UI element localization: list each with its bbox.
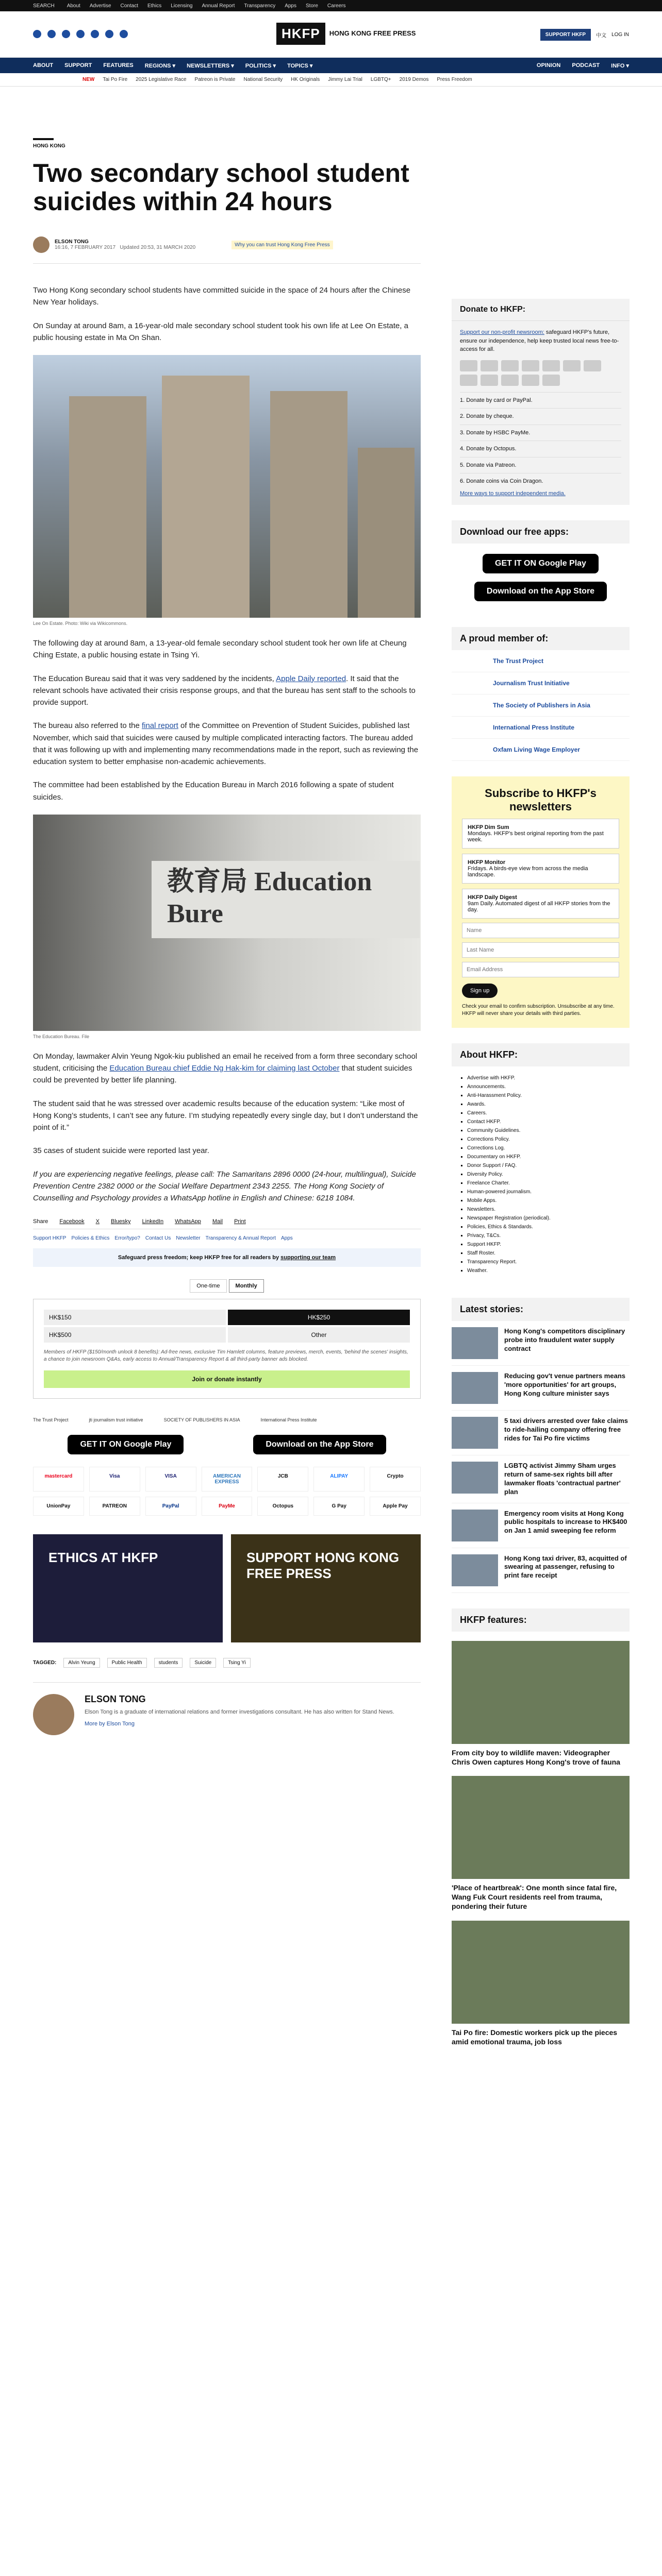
email-field[interactable]	[462, 962, 619, 977]
main-nav	[0, 58, 662, 73]
crypto-icon: Crypto	[370, 1467, 421, 1492]
newsletter-option[interactable]: HKFP Monitor Fridays. A birds-eye view from across the media landscape.	[462, 854, 619, 884]
latest-title: Latest stories:	[452, 1298, 630, 1321]
amount-option-selected[interactable]: HK$250	[228, 1310, 410, 1325]
hotline-note: If you are experiencing negative feelings, please call: The Samaritans 2896 0000 (24-hour, multilingual), Suicide Prevention Centre 2382 0000 or the Social Welfare Department 2343 2255. The Hong Kong Society of Counselling and Psychology provides a WhatsApp hotline in English and Chinese: 6218 1084.	[33, 1170, 416, 1202]
about-link[interactable]: ▪ Advertise with HKFP.	[467, 1074, 621, 1082]
trending-item[interactable]: Jimmy Lai Trial	[328, 77, 362, 82]
paragraph: On Sunday at around 8am, a 16-year-old male secondary school student took his own life at Lee On Estate, a public housing estate in Ma On Shan.	[33, 321, 408, 342]
trending-item[interactable]: LGBTQ+	[370, 77, 391, 82]
story-thumbnail	[452, 1554, 498, 1586]
topbar-link[interactable]: Transparency	[244, 3, 276, 9]
about-link[interactable]: ▪ Anti-Harassment Policy.	[467, 1091, 621, 1100]
about-link[interactable]: ▪ Donor Support / FAQ.	[467, 1161, 621, 1170]
about-link[interactable]: ▪ Mobile Apps.	[467, 1196, 621, 1205]
story-title[interactable]: Hong Kong taxi driver, 83, acquitted of swearing at passenger, refusing to print fare receipt	[504, 1554, 627, 1580]
header-actions	[540, 29, 629, 41]
story-title[interactable]: Emergency room visits at Hong Kong public hospitals to increase to HK$400 on Jan 1 amid sweeping fee reform	[504, 1509, 627, 1535]
footer-links	[33, 1235, 421, 1241]
share-whatsapp[interactable]: WhatsApp	[175, 1218, 201, 1225]
more-by-author-link[interactable]: More by Elson Tong	[85, 1720, 135, 1727]
feature-item[interactable]	[452, 1776, 630, 1911]
about-link[interactable]: ▪ Support HKFP.	[467, 1240, 621, 1249]
link[interactable]: Policies & Ethics	[71, 1235, 110, 1242]
octopus-icon: Octopus	[257, 1497, 308, 1516]
latest-stories	[452, 1321, 630, 1593]
author-bio: Elson Tong is a graduate of international relations and former investigations consultant. He has also written for Stand News.	[85, 1709, 394, 1716]
about-link[interactable]: ▪ Careers.	[467, 1109, 621, 1117]
latest-story[interactable]	[452, 1411, 630, 1455]
app-buttons	[33, 1435, 421, 1454]
tag[interactable]: students	[154, 1658, 183, 1668]
trending-bar	[0, 73, 662, 87]
share-linkedin[interactable]: LinkedIn	[142, 1218, 164, 1225]
feature-title[interactable]: From city boy to wildlife maven: Videographer Chris Owen captures Hong Kong's trove of fauna	[452, 1748, 620, 1766]
tag[interactable]: Alvin Yeung	[63, 1658, 100, 1668]
donate-option[interactable]: 1. Donate by card or PayPal.	[460, 392, 621, 409]
share-print[interactable]: Print	[234, 1218, 246, 1225]
about-link[interactable]: ▪ Awards.	[467, 1100, 621, 1109]
applepay-icon: Apple Pay	[370, 1497, 421, 1516]
unionpay-icon: UnionPay	[33, 1497, 84, 1516]
about-link[interactable]: ▪ Documentary on HKFP.	[467, 1153, 621, 1161]
name-field[interactable]	[462, 923, 619, 938]
support-button[interactable]: SUPPORT HKFP	[540, 29, 591, 41]
about-link[interactable]: ▪ Newsletters.	[467, 1205, 621, 1214]
story-thumbnail	[452, 1327, 498, 1359]
donate-widget: Donate to HKFP: Support our non-profit newsroom: safeguard HKFP's future, ensure our independence, help keep trusted local news free-to-access for all. 1. Donate by card or PayPal. 2. Donate by cheque. 3. Donate by HSBC PayMe. 4. Donate by Octopus. 5. Donate via Patreon. 6. Donate coins via Coin Dragon. More ways to support independent media.	[452, 299, 630, 505]
about-link[interactable]: ▪ Weather.	[467, 1266, 621, 1275]
login-link[interactable]: LOG IN	[611, 32, 629, 38]
updated-date: Updated 20:53, 31 MARCH 2020	[120, 245, 196, 250]
trust-project-logo: The Trust Project	[33, 1417, 69, 1423]
paypal-icon: PayPal	[145, 1497, 196, 1516]
about-link[interactable]: ▪ Community Guidelines.	[467, 1126, 621, 1135]
paragraph: The Education Bureau said that it was very saddened by the incidents, Apple Daily reported. It said that the relevant schools have activated their crisis response groups, and that the bureau has sent staff to the schools to provide support.	[33, 674, 416, 707]
members-text: Members of HKFP ($150/month unlock 8 benefits): Ad-free news, exclusive Tim Hamlett columns, feature previews, merch, events, 'behind the scenes' insights, a chance to join newsroom Q&As, early access to Annual/Transparency Report & all third-party banner ads blocked.	[44, 1349, 408, 1363]
share-bluesky[interactable]: Bluesky	[111, 1218, 131, 1225]
amount-option[interactable]: HK$500	[44, 1327, 226, 1343]
photo-caption: Lee On Estate. Photo: Wiki via Wikicommons.	[33, 621, 128, 626]
trending-item[interactable]: HK Originals	[291, 77, 320, 82]
paragraph: The committee had been established by the Education Bureau in March 2016 following a spate of student suicides.	[33, 781, 394, 802]
jcb-icon: JCB	[257, 1467, 308, 1492]
final-report-link[interactable]: final report	[141, 721, 178, 731]
bureau-sign: 教育局 Education Bure	[152, 861, 420, 938]
trending-item[interactable]: National Security	[243, 77, 283, 82]
promo-banners	[33, 1534, 421, 1642]
author-avatar	[33, 236, 49, 253]
x-icon[interactable]	[47, 30, 56, 38]
apps-title: Download our free apps:	[452, 520, 630, 544]
lee-on-estate-photo	[33, 355, 421, 618]
donate-title: Donate to HKFP:	[452, 299, 630, 321]
linkedin-icon[interactable]	[91, 30, 99, 38]
amount-option[interactable]: HK$150	[44, 1310, 226, 1325]
about-title: About HKFP:	[452, 1043, 630, 1066]
language-link[interactable]: 中文	[596, 33, 607, 39]
gpay-icon: G Pay	[313, 1497, 365, 1516]
topbar-link[interactable]: Contact	[120, 3, 138, 9]
about-link[interactable]: ▪ Contact HKFP.	[467, 1117, 621, 1126]
amount-option-other[interactable]: Other	[228, 1327, 410, 1343]
member-logo[interactable]: Journalism Trust Initiative	[452, 672, 630, 694]
sidebar-app-buttons	[452, 544, 630, 612]
member-logos	[452, 650, 630, 761]
eddie-ng-link[interactable]: Education Bureau chief Eddie Ng Hak-kim for claiming last October	[109, 1064, 340, 1073]
instagram-icon[interactable]	[62, 30, 70, 38]
topbar-link[interactable]: Ethics	[147, 3, 162, 9]
nav-item[interactable]: POLITICS ▾	[245, 62, 276, 69]
payment-methods	[33, 1467, 421, 1516]
donate-option[interactable]: 4. Donate by Octopus.	[460, 440, 621, 457]
last-name-field[interactable]	[462, 942, 619, 958]
author-avatar	[33, 1694, 74, 1735]
latest-story[interactable]	[452, 1366, 630, 1411]
donate-option[interactable]: 5. Donate via Patreon.	[460, 457, 621, 473]
share-bar	[33, 1218, 421, 1229]
topbar-link[interactable]: Store	[306, 3, 318, 9]
visa-icon: VISA	[145, 1467, 196, 1492]
latest-story[interactable]	[452, 1503, 630, 1548]
topbar-link[interactable]: About	[67, 3, 80, 9]
share-label: Share	[33, 1218, 48, 1225]
about-link[interactable]: ▪ Corrections Policy.	[467, 1135, 621, 1144]
education-bureau-photo	[33, 815, 421, 1031]
trending-item[interactable]: 2025 Legislative Race	[136, 77, 187, 82]
link[interactable]: Contact Us	[145, 1235, 171, 1242]
more-ways-link[interactable]: More ways to support independent media.	[460, 490, 566, 497]
jti-logo: jti journalism trust initiative	[89, 1417, 143, 1423]
trending-item[interactable]: 2019 Demos	[399, 77, 429, 82]
nav-item[interactable]: INFO ▾	[611, 62, 629, 69]
support-promo[interactable]: SUPPORT HONG KONG FREE PRESS	[231, 1534, 421, 1642]
topbar-link[interactable]: Advertise	[89, 3, 111, 9]
member-logo[interactable]: Oxfam Living Wage Employer	[452, 739, 630, 761]
paragraph: Two Hong Kong secondary school students have committed suicide in the space of 24 hours after the Chinese New Year holidays.	[33, 286, 411, 307]
tag[interactable]: Suicide	[190, 1658, 216, 1668]
badge-row	[33, 1417, 421, 1422]
article	[33, 138, 421, 1735]
app-store-button[interactable]: Download on the App Store	[474, 582, 607, 601]
logo-text: HONG KONG FREE PRESS	[329, 29, 416, 38]
trending-item[interactable]: Patreon is Private	[194, 77, 236, 82]
paragraph: The student said that he was stressed over academic results because of the education system: “Like most of Hong Kong’s students, I can’t see any future. I’m studying repeatedly every single day, but I don’t understand the point of it.”	[33, 1099, 418, 1132]
latest-story[interactable]	[452, 1548, 630, 1593]
newsletter-option[interactable]: HKFP Daily Digest 9am Daily. Automated digest of all HKFP stories from the day.	[462, 889, 619, 919]
google-play-button[interactable]: GET IT ON Google Play	[68, 1435, 184, 1454]
nav-item[interactable]: REGIONS ▾	[144, 62, 176, 69]
ipi-logo: International Press Institute	[260, 1417, 317, 1423]
feature-item[interactable]	[452, 1921, 630, 2046]
site-header	[0, 11, 662, 58]
apple-daily-link[interactable]: Apple Daily reported	[276, 674, 346, 683]
byline	[33, 236, 421, 264]
telegram-icon[interactable]	[105, 30, 113, 38]
about-link[interactable]: ▪ Staff Roster.	[467, 1249, 621, 1258]
tab-monthly[interactable]: Monthly	[229, 1279, 264, 1293]
share-mail[interactable]: Mail	[212, 1218, 223, 1225]
photo-caption: The Education Bureau. File	[33, 1033, 90, 1039]
amex-icon: AMERICAN EXPRESS	[202, 1467, 253, 1492]
feature-image	[452, 1921, 630, 2024]
donate-link[interactable]: Support our non-profit newsroom:	[460, 329, 544, 335]
nav-item[interactable]: ABOUT	[33, 62, 54, 69]
payme-icon: PayMe	[202, 1497, 253, 1516]
features-title: HKFP features:	[452, 1608, 630, 1632]
trending-item[interactable]: Tai Po Fire	[103, 77, 128, 82]
top-utility-bar	[0, 0, 662, 11]
about-link[interactable]: ▪ Corrections Log.	[467, 1144, 621, 1153]
youtube-icon[interactable]	[76, 30, 85, 38]
feature-title[interactable]: Tai Po fire: Domestic workers pick up the pieces amid emotional trauma, job loss	[452, 2028, 618, 2046]
newsletter-widget	[452, 776, 630, 1028]
site-logo[interactable]	[276, 23, 416, 45]
about-link[interactable]: ▪ Announcements.	[467, 1082, 621, 1091]
link[interactable]: Support HKFP	[33, 1235, 67, 1242]
about-link[interactable]: ▪ Privacy, T&Cs.	[467, 1231, 621, 1240]
donation-frequency-tabs	[33, 1279, 421, 1293]
share-facebook[interactable]: Facebook	[59, 1218, 85, 1225]
member-title: A proud member of:	[452, 627, 630, 650]
visa-icon: Visa	[89, 1467, 140, 1492]
story-thumbnail	[452, 1372, 498, 1404]
about-list	[452, 1066, 630, 1282]
about-link[interactable]: ▪ Newspaper Registration (periodical).	[467, 1214, 621, 1223]
tagged-label: TAGGED:	[33, 1660, 57, 1666]
member-logo[interactable]: International Press Institute	[452, 717, 630, 739]
sidebar	[452, 299, 630, 2046]
social-links	[33, 30, 128, 38]
nav-item[interactable]: PODCAST	[572, 62, 600, 69]
paragraph: 35 cases of student suicide were reported last year.	[33, 1146, 209, 1156]
link[interactable]: Error/typo?	[114, 1235, 140, 1242]
link[interactable]: Apps	[280, 1235, 293, 1242]
newsletter-title: Subscribe to HKFP's newsletters	[485, 787, 597, 813]
card-icons	[460, 360, 621, 386]
trust-link[interactable]: Why you can trust Hong Kong Free Press	[231, 241, 333, 249]
search-link[interactable]: SEARCH	[33, 3, 55, 9]
story-thumbnail	[452, 1462, 498, 1494]
story-title[interactable]: Hong Kong's competitors disciplinary probe into fraudulent water supply contract	[504, 1327, 625, 1352]
signup-button[interactable]: Sign up	[462, 984, 498, 998]
tag-list	[33, 1658, 421, 1668]
story-thumbnail	[452, 1510, 498, 1541]
about-link[interactable]: ▪ Human-powered journalism.	[467, 1188, 621, 1196]
topbar-link[interactable]: Licensing	[171, 3, 193, 9]
paragraph: On Monday, lawmaker Alvin Yeung Ngok-kiu published an email he received from a form three secondary school student, criticising the Education Bureau chief Eddie Ng Hak-kim for claiming last October that student suicides could be prevented by better life planning.	[33, 1052, 418, 1085]
nav-item[interactable]: TOPICS ▾	[287, 62, 313, 69]
story-title[interactable]: LGBTQ activist Jimmy Sham urges return of same-sex rights bill after lawmaker floats 'contractual partner' plan	[504, 1462, 621, 1496]
publish-date: 16:16, 7 FEBRUARY 2017	[55, 245, 116, 250]
about-link[interactable]: ▪ Freelance Charter.	[467, 1179, 621, 1188]
share-x[interactable]: X	[95, 1218, 100, 1225]
link[interactable]: Transparency & Annual Report	[205, 1235, 276, 1242]
tab-one-time[interactable]: One-time	[190, 1279, 226, 1293]
newsletter-option[interactable]: HKFP Dim Sum Mondays. HKFP's best original reporting from the past week.	[462, 819, 619, 849]
nav-item[interactable]: SUPPORT	[64, 62, 92, 69]
author-name[interactable]: ELSON TONG	[55, 239, 89, 245]
google-play-button[interactable]: GET IT ON Google Play	[483, 554, 599, 573]
donate-option[interactable]: 6. Donate coins via Coin Dragon.	[460, 473, 621, 489]
member-logo[interactable]: The Trust Project	[452, 650, 630, 672]
story-thumbnail	[452, 1417, 498, 1449]
paragraph: The following day at around 8am, a 13-year-old female secondary school student took her own life at Cheung Ching Estate, a public housing estate in Tsing Yi.	[33, 639, 407, 660]
nav-item[interactable]: FEATURES	[103, 62, 134, 69]
story-title[interactable]: 5 taxi drivers arrested over fake claims to ride-hailing company offering free rides for Tai Po fire victims	[504, 1417, 628, 1442]
paragraph: The bureau also referred to the final report of the Committee on Prevention of Student Suicides, published last November, which said that suicides were caused by multiple complicated interacting factors. The bureau added that it was following up with and implementing many recommendations made in the report, such as reviewing the education system to better emphasise non-academic achievements.	[33, 721, 419, 766]
tag[interactable]: Tsing Yi	[223, 1658, 250, 1668]
member-logo[interactable]: The Society of Publishers in Asia	[452, 694, 630, 717]
app-store-button[interactable]: Download on the App Store	[253, 1435, 386, 1454]
story-title[interactable]: Reducing gov't venue partners means 'more opportunities' for art groups, Hong Kong culture minister says	[504, 1372, 625, 1397]
features-list	[452, 1641, 630, 2046]
logo-mark: HKFP	[276, 23, 325, 45]
feature-title[interactable]: 'Place of heartbreak': One month since fatal fire, Wang Fuk Court residents reel from trauma, pondering their future	[452, 1883, 617, 1911]
trending-label: NEW	[82, 77, 95, 82]
author-box	[33, 1682, 421, 1735]
latest-story[interactable]	[452, 1321, 630, 1366]
facebook-icon[interactable]	[33, 30, 41, 38]
about-link[interactable]: ▪ Transparency Report.	[467, 1258, 621, 1266]
patreon-icon: PATREON	[89, 1497, 140, 1516]
nav-item[interactable]: NEWSLETTERS ▾	[187, 62, 234, 69]
ethics-promo[interactable]: ETHICS AT HKFP	[33, 1534, 223, 1642]
author-name[interactable]: ELSON TONG	[85, 1694, 146, 1705]
topbar-link[interactable]: Apps	[285, 3, 296, 9]
join-donate-button[interactable]: Join or donate instantly	[44, 1370, 410, 1388]
tag[interactable]: Public Health	[107, 1658, 147, 1668]
trending-item[interactable]: Press Freedom	[437, 77, 472, 82]
newsletter-fine-print: Check your email to confirm subscription. Unsubscribe at any time. HKFP will never share your details with third parties.	[462, 1004, 615, 1016]
donate-option[interactable]: 2. Donate by cheque.	[460, 408, 621, 425]
feature-item[interactable]	[452, 1641, 630, 1767]
safeguard-banner: Safeguard press freedom; keep HKFP free for all readers by supporting our team	[33, 1248, 421, 1267]
sopa-logo: SOCIETY OF PUBLISHERS IN ASIA	[163, 1417, 240, 1423]
feature-image	[452, 1641, 630, 1744]
latest-story[interactable]	[452, 1455, 630, 1503]
nav-item[interactable]: OPINION	[536, 62, 561, 69]
article-kicker[interactable]: HONG KONG	[33, 138, 54, 149]
support-team-link[interactable]: supporting our team	[280, 1255, 336, 1261]
topbar-link[interactable]: Careers	[327, 3, 346, 9]
article-title: Two secondary school student suicides within 24 hours	[33, 159, 409, 216]
about-link[interactable]: ▪ Diversity Policy.	[467, 1170, 621, 1179]
donation-box	[33, 1299, 421, 1399]
topbar-link[interactable]: Annual Report	[202, 3, 235, 9]
mastercard-icon: mastercard	[33, 1467, 84, 1492]
link[interactable]: Newsletter	[176, 1235, 201, 1242]
threads-icon[interactable]	[120, 30, 128, 38]
about-link[interactable]: ▪ Policies, Ethics & Standards.	[467, 1223, 621, 1231]
donate-option[interactable]: 3. Donate by HSBC PayMe.	[460, 425, 621, 441]
alipay-icon: ALIPAY	[313, 1467, 365, 1492]
feature-image	[452, 1776, 630, 1879]
